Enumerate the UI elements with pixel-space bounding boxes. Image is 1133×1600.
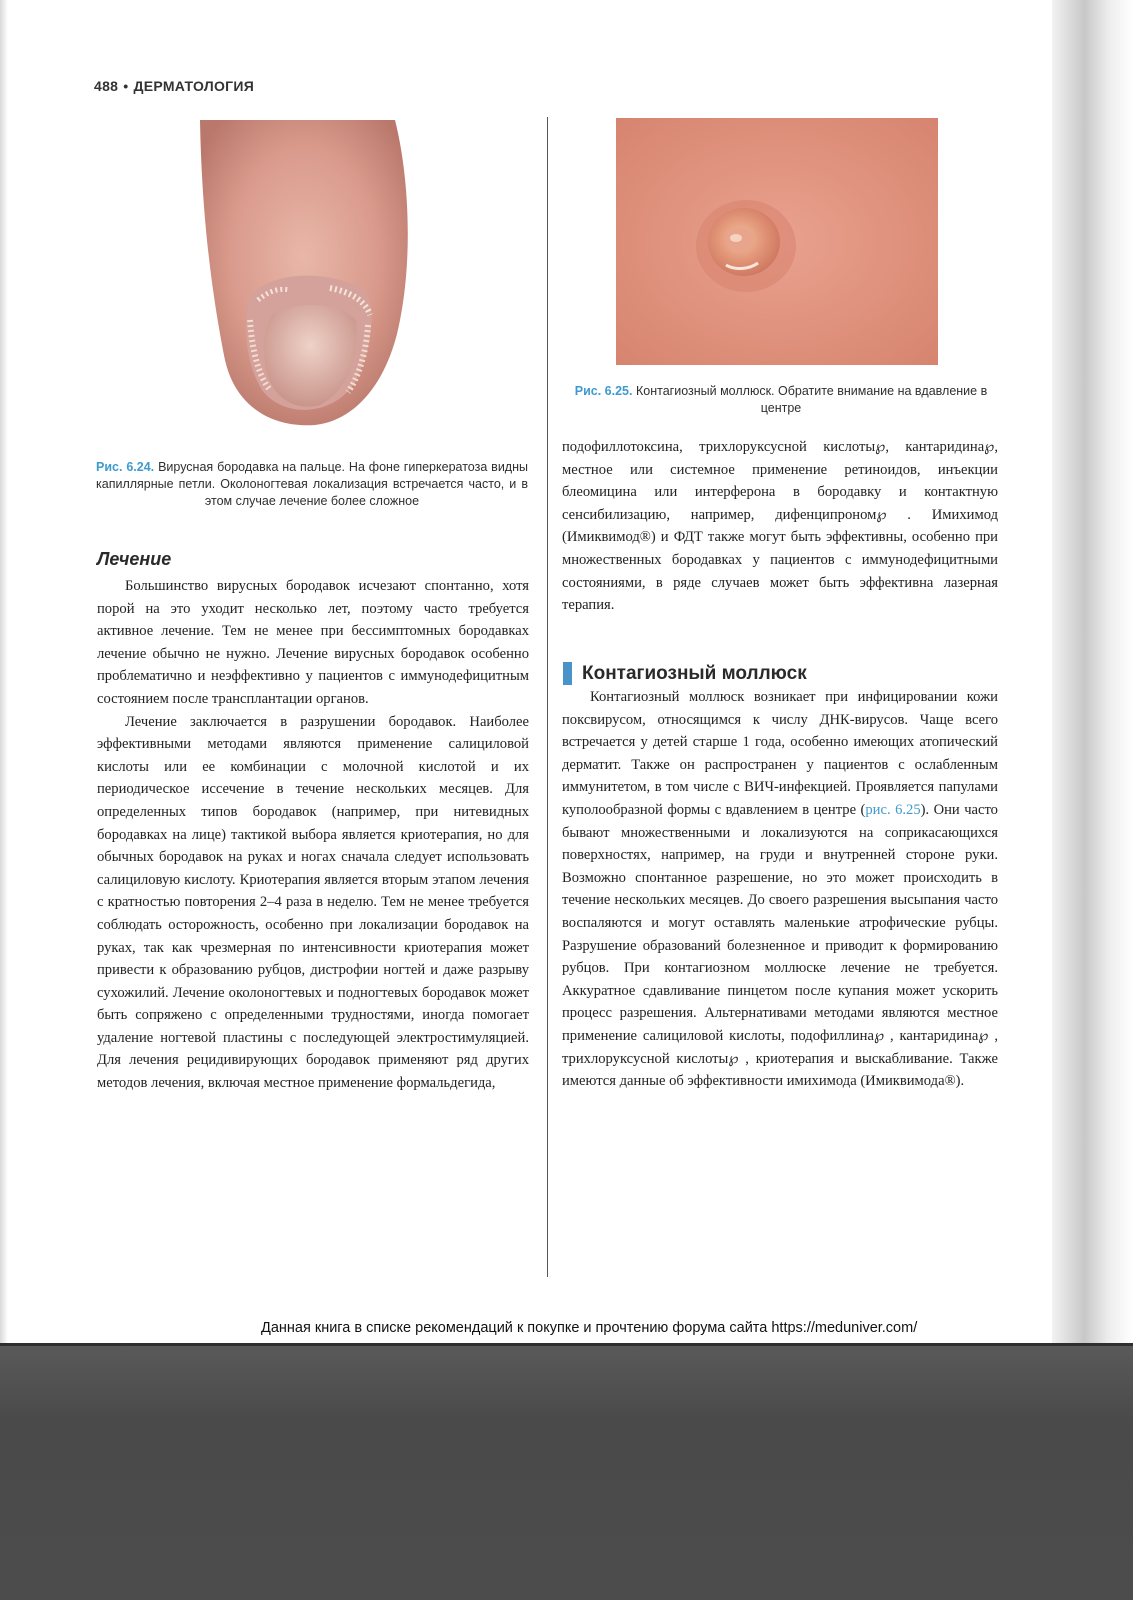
right-column-continuation [562, 436, 998, 617]
figure-caption-6-25 [562, 383, 1000, 417]
section-title: ДЕРМАТОЛОГИЯ [133, 78, 255, 94]
paragraph: Лечение заключается в разрушении бородавок. Наиболее эффективными методами являются применение салициловой кислоты или ее комбинации с молочной кислотой и их периодическое иссечение в течение нескольких месяцев. Для определенных типов бородавок (например, при нитевидных бородавках на лице) тактикой выбора является криотерапия, но для обычных бородавок на руках и ногах сначала следует использовать салициловую кислоту. Криотерапия является вторым этапом лечения с кратностью повторения 2–4 раза в неделю. Тем не менее требуется соблюдать осторожность, особенно при локализации бородавок на руках, так как чрезмерная по интенсивности криотерапия может привести к образованию рубцов, дистрофии ногтей и даже разрыву сухожилий. Лечение околоногтевых и подногтевых бородавок может быть сопряжено с определенными трудностями, иногда помогает удаление ногтевой пластины с последующей электростимуляцией. Для лечения рецидивирующих бородавок применяют ряд других методов лечения, включая местное применение формальдегида, [97, 713, 529, 1092]
section-heading-molluscum [563, 662, 807, 685]
figure-reference-link[interactable]: рис. 6.25 [865, 801, 921, 818]
figure-caption-text: Контагиозный моллюск. Обратите внимание на вдавление в центре [635, 384, 988, 415]
paragraph: подофиллотоксина, трихлоруксусной кислоты℘, кантаридина℘, местное или системное применение ретиноидов, инъекции блеомицина или интерферона в бородавку и контактную сенсибилизацию, например, дифенципроном℘ . Имихимод (Имиквимод®) и ФДТ также могут быть эффективны, особенно при множественных бородавках у пациентов с иммунодефицитными состояниями, в ряде случаев может быть эффективна лазерная терапия. [562, 439, 998, 614]
paragraph-text: Контагиозный моллюск возникает при инфицировании кожи поксвирусом, относящимся к числу ДНК-вирусов. Чаще всего встречается у детей старше 1 года, особенно имеющих атопический дерматит. Также он распространен у пациентов с ослабленным иммунитетом, в том числе с ВИЧ-инфекцией. Проявляется папулами куполообразной формы с вдавлением в центре ( [562, 689, 998, 818]
figure-caption-text: Вирусная бородавка на пальце. На фоне гиперкератоза видны капиллярные петли. Околоногтевая локализация встречается часто, и в этом случае лечение более сложное [96, 460, 528, 508]
section-heading-treatment: Лечение [97, 549, 172, 569]
figure-label: Рис. 6.25. [574, 384, 633, 398]
scan-left-edge [0, 0, 8, 1375]
heading-bar [563, 662, 572, 685]
paragraph [562, 686, 998, 1093]
running-header [94, 78, 254, 94]
scan-right-edge [1052, 0, 1133, 1375]
heading-text: Контагиозный моллюск [582, 662, 807, 684]
paragraph-text: ). Они часто бывают множественными и локализуются на соприкасающихся поверхностях, например, на груди и внутренней стороне руки. Возможно спонтанное разрешение, но это может происходить в течение нескольких месяцев. До своего разрешения высыпания часто воспаляются и могут оставлять маленькие атрофические рубцы. Разрушение образований болезненное и приводит к формированию рубцов. При контагиозном моллюске лечение не требуется. Аккуратное сдавливание пинцетом после купания может ускорить процесс разрешения. Альтернативами методами являются местное применение салициловой кислоты, подофиллина℘ , кантаридина℘ , трихлоруксусной кислоты℘ , криотерапия и выскабливание. Также имеются данные об эффективности имихимода (Имиквимода®). [562, 801, 998, 1090]
scan-bottom-background [0, 1343, 1133, 1600]
scan-bottom-edge [0, 1343, 1133, 1346]
right-column-text [562, 686, 998, 1093]
figure-caption-6-24 [96, 459, 528, 510]
column-divider [547, 117, 548, 1277]
paragraph: Большинство вирусных бородавок исчезают спонтанно, хотя порой на это уходит несколько лет, поэтому часто требуется активное лечение. Тем не менее при бессимптомных бородавках лечение обычно не нужно. Лечение вирусных бородавок особенно проблематично и неэффективно у пациентов с иммунодефицитным состоянием после трансплантации органов. [97, 578, 529, 707]
header-separator: • [123, 78, 129, 94]
figure-label: Рис. 6.24. [96, 460, 155, 474]
footer-note: Данная книга в списке рекомендаций к покупке и прочтению форума сайта https://meduniver.com/ [261, 1320, 918, 1336]
figure-finger-wart [180, 120, 445, 440]
left-column-text [97, 575, 529, 1095]
figure-molluscum [616, 118, 938, 365]
page-number: 488 [94, 78, 119, 94]
